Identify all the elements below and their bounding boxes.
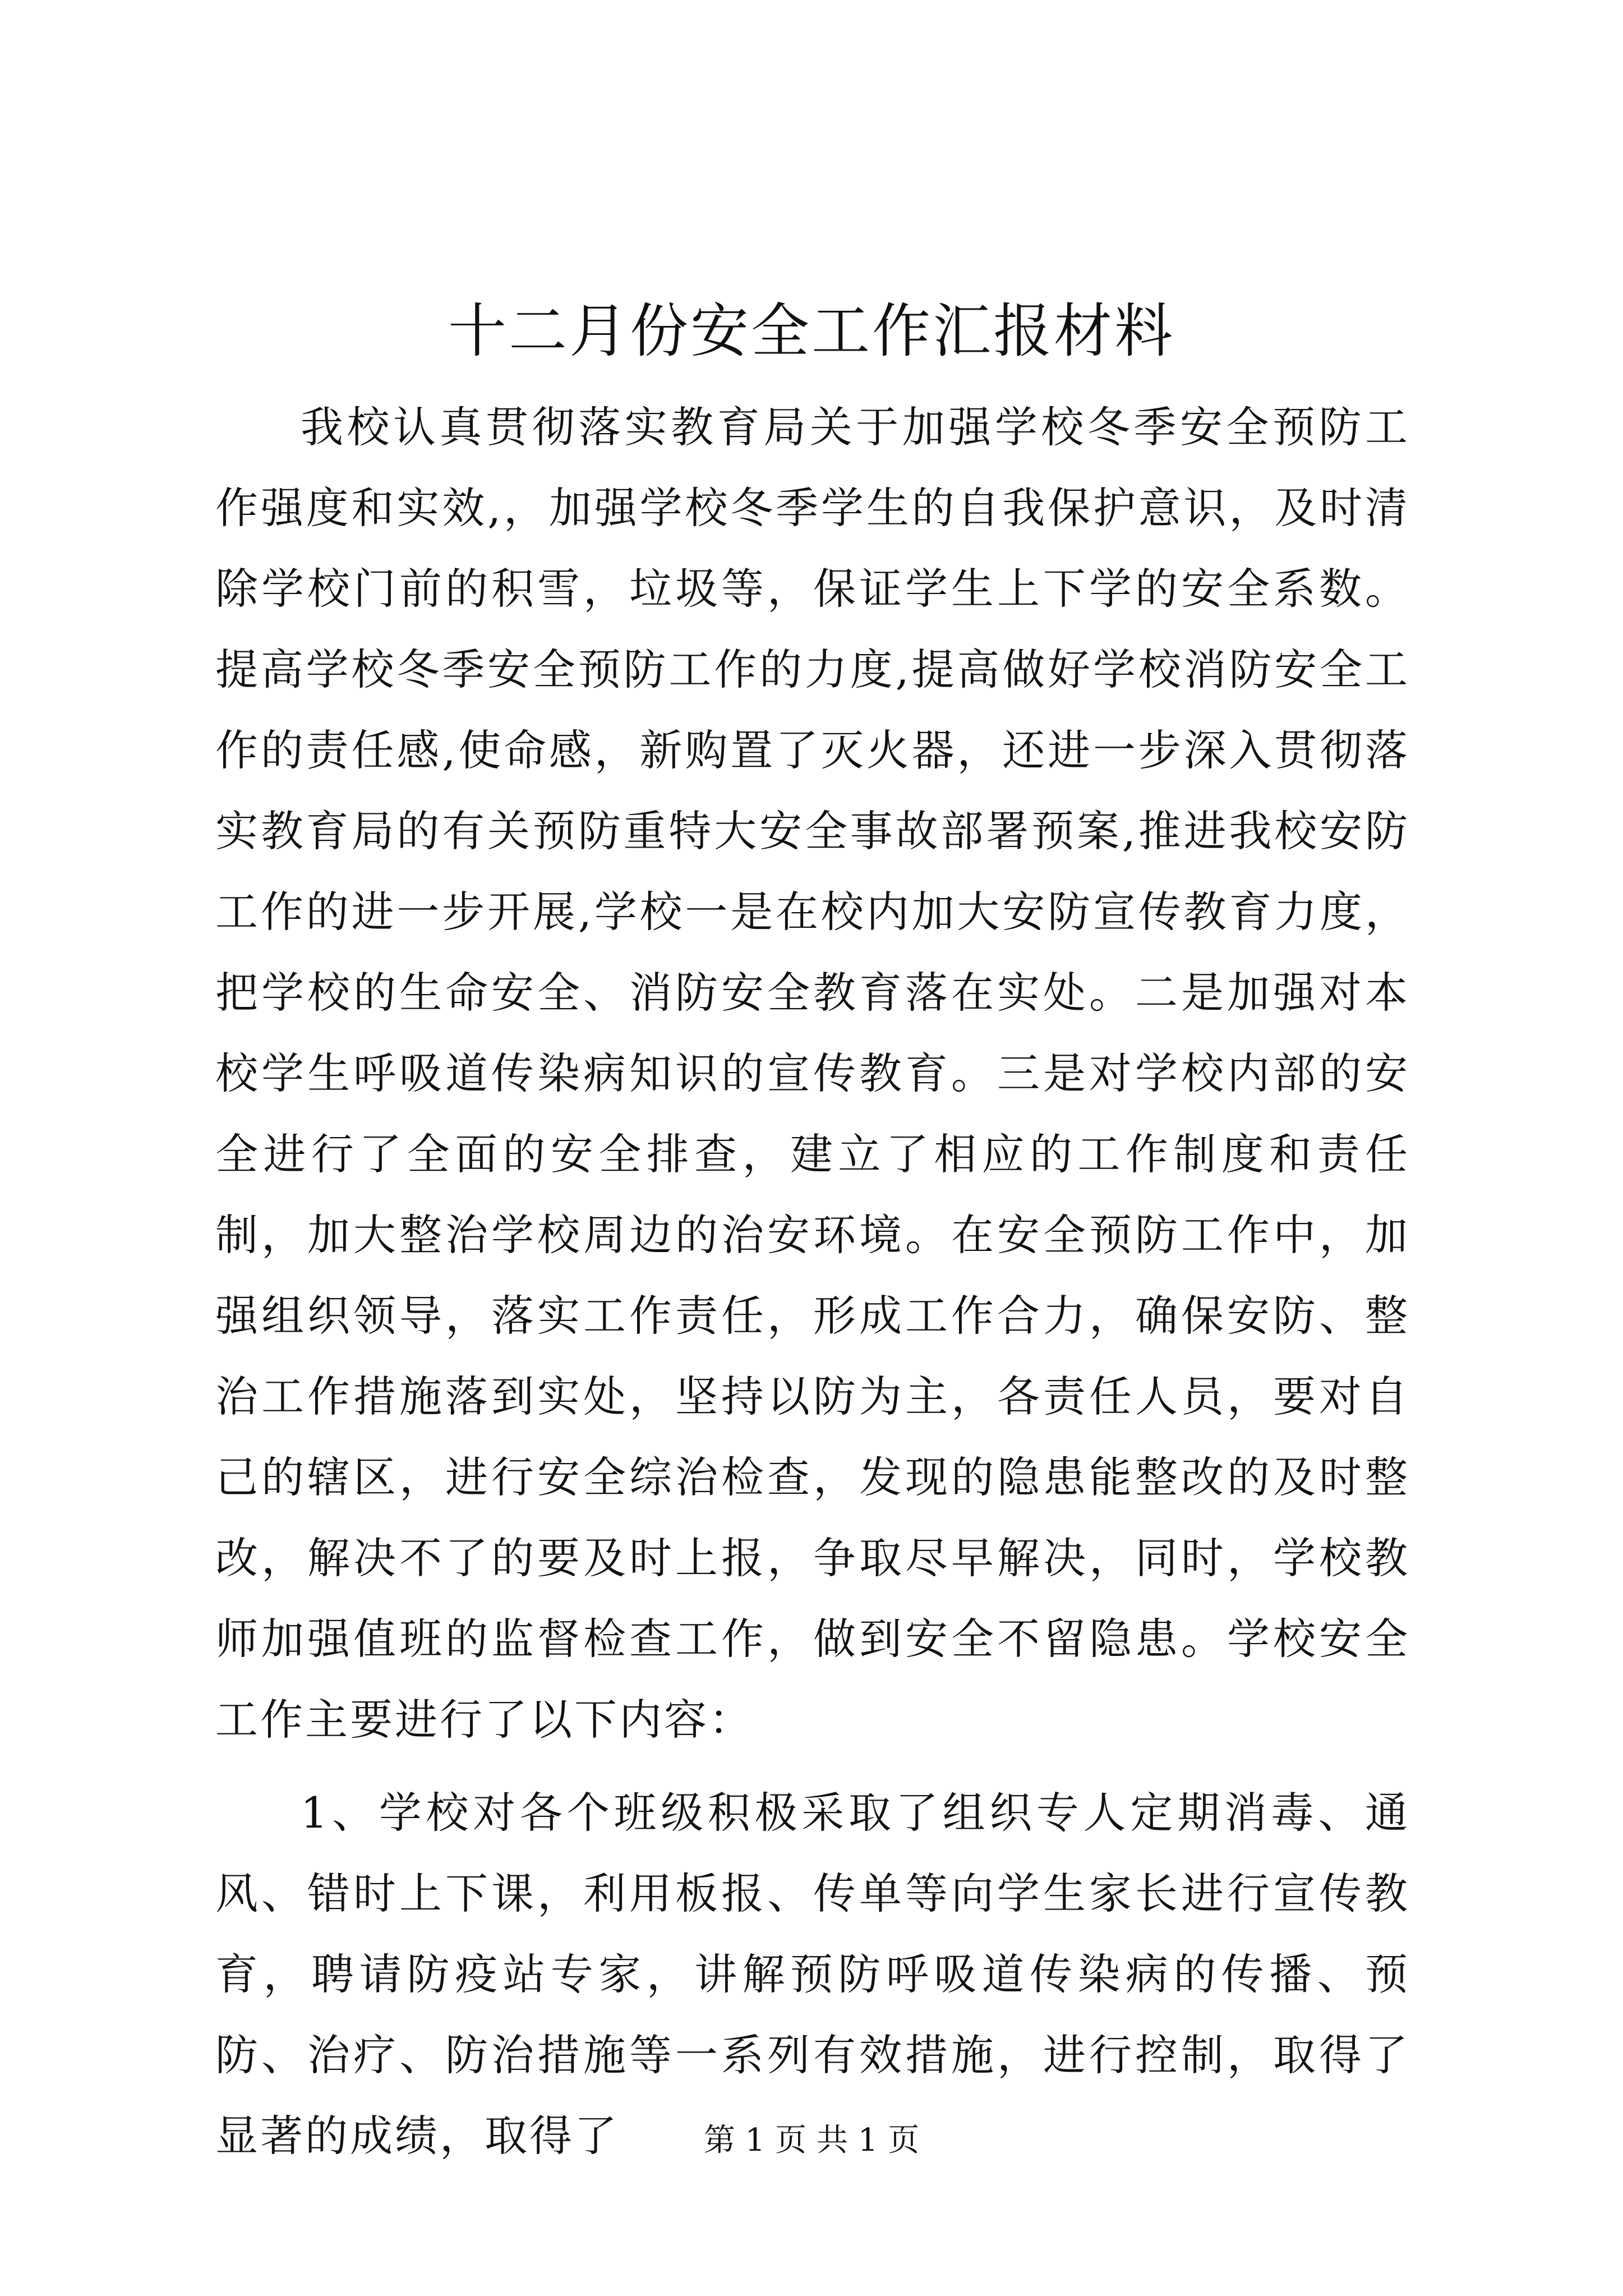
document-body <box>215 387 1410 2177</box>
document-title: 十二月份安全工作汇报材料 <box>448 297 1175 365</box>
body-paragraph-1: 我校认真贯彻落实教育局关于加强学校冬季安全预防工作强度和实效,，加强学校冬季学生的自我保护意识，及时清除学校门前的积雪，垃圾等，保证学生上下学的安全系数。提高学校冬季安全预防工作的力度,提高做好学校消防安全工作的责任感,使命感，新购置了灭火器，还进一步深入贯彻落实教育局的有关预防重特大安全事故部署预案,推进我校安防工作的进一步开展,学校一是在校内加大安防宣传教育力度，把学校的生命安全、消防安全教育落在实处。二是加强对本校学生呼吸道传染病知识的宣传教育。三是对学校内部的安全进行了全面的安全排查，建立了相应的工作制度和责任制，加大整治学校周边的治安环境。在安全预防工作中，加强组织领导，落实工作责任，形成工作合力，确保安防、整治工作措施落到实处，坚持以防为主，各责任人员，要对自己的辖区，进行安全综治检查，发现的隐患能整改的及时整改，解决不了的要及时上报，争取尽早解决，同时，学校教师加强值班的监督检查工作，做到安全不留隐患。学校安全工作主要进行了以下内容： <box>215 402 1410 1745</box>
page-number-footer: 第 1 页 共 1 页 <box>703 2122 920 2159</box>
body-paragraph-2: 1、学校对各个班级积极采取了组织专人定期消毒、通风、错时上下课，利用板报、传单等向学生家长进行宣传教育，聘请防疫站专家，讲解预防呼吸道传染病的传播、预防、治疗、防治措施等一系列有效措施，进行控制，取得了显著的成绩，取得了 <box>215 1788 1410 2161</box>
